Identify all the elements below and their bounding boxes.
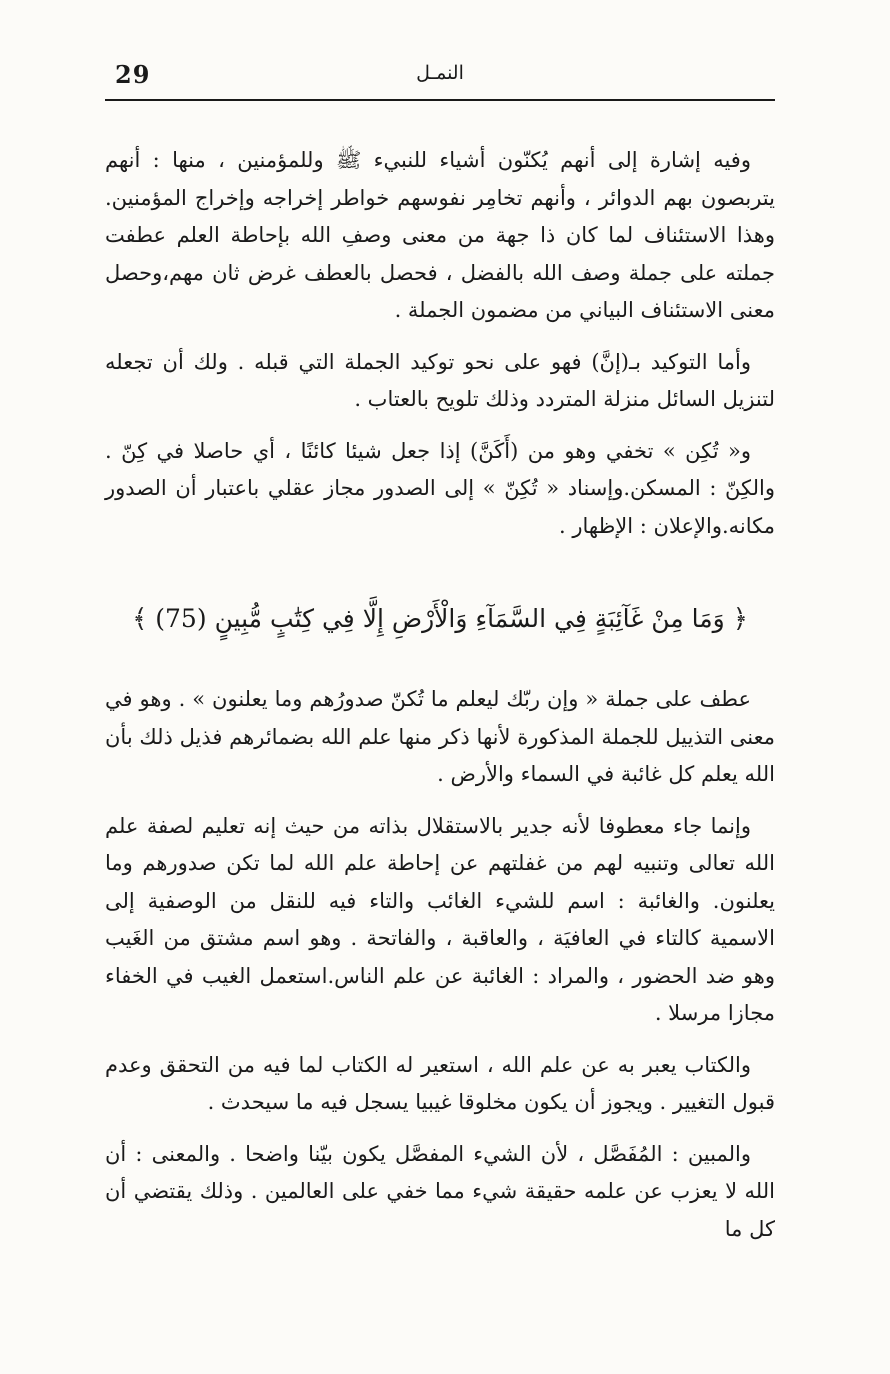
paragraph-4: عطف على جملة « وإن ربّك ليعلم ما تُكنّ صدورُهم وما يعلنون » . وهو في معنى التذييل للجملة المذكورة لأنها ذكر منها علم الله بضمائرهم فذيل ذلك بأن الله يعلم كل غائبة في السماء والأرض . <box>105 687 775 786</box>
paragraph-5: وإنما جاء معطوفا لأنه جدير بالاستقلال بذاته من حيث إنه تعليم لصفة علم الله تعالى وتنبيه لهم من غفلتهم عن إحاطة علم الله لما تكن صدورهم وما يعلنون. والغائبة : اسم للشيء الغائب والتاء فيه للنقل من الوصفية إلى الاسمية كالتاء في العافيَة ، والعاقبة ، والفاتحة . وهو اسم مشتق من الغَيب وهو ضد الحضور ، والمراد : الغائبة عن علم الناس.استعمل الغيب في الخفاء مجازا مرسلا . <box>105 813 775 1025</box>
verse-open-bracket: ﴿ <box>732 604 748 634</box>
paragraph-3: و« تُكِن » تخفي وهو من (أَكَنَّ) إذا جعل شيئا كائنًا ، أي حاصلا في كِنّ . والكِنّ : المسكن.وإسناد « تُكِنّ » إلى الصدور مجاز عقلي باعتبار أن الصدور مكانه.والإعلان : الإظهار . <box>105 438 775 538</box>
verse-close-bracket: ﴾ <box>132 604 148 634</box>
quran-verse <box>105 597 775 641</box>
paragraph-2: وأما التوكيد بـ(إنَّ) فهو على نحو توكيد الجملة التي قبله . ولك أن تجعله لتنزيل السائل منزلة المتردد وذلك تلويح بالعتاب . <box>105 349 775 411</box>
verse-number: (75) <box>155 604 207 633</box>
paragraph-7: والمبين : المُفَصَّل ، لأن الشيء المفصَّل يكون بيّنا واضحا . والمعنى : أن الله لا يعزب عن علمه حقيقة شيء مما خفي على العالمين . وذلك يقتضي أن كل ما <box>105 1141 775 1241</box>
header-rule <box>105 99 775 101</box>
page-number: 29 <box>115 60 151 89</box>
paragraph-6: والكتاب يعبر به عن علم الله ، استعير له الكتاب لما فيه من التحقق وعدم قبول التغيير . ويجوز أن يكون مخلوقا غيبيا يسجل فيه ما سيحدث . <box>105 1052 775 1114</box>
verse-text: وَمَا مِنْ غَآئِبَةٍ فِي السَّمَآءِ وَالْأَرْضِ إِلَّا فِي كِتَٰبٍ مُّبِينٍ <box>214 604 725 633</box>
page-header <box>105 58 775 98</box>
paragraph-1: وفيه إشارة إلى أنهم يُكنّون أشياء للنبيء ﷺ وللمؤمنين ، منها : أنهم يتربصون بهم الدوائر ، وأنهم تخامِر نفوسهم خواطر إخراجه وإخراج المؤمنين. وهذا الاستئناف لما كان ذا جهة من معنى وصفِ الله بإحاطة العلم عطفت جملته على جملة وصف الله بالفضل ، فحصل بالعطف غرض ثان مهم،وحصل معنى الاستئناف البياني من مضمون الجملة . <box>105 148 775 322</box>
body-text <box>105 142 775 1248</box>
running-title: النمـل <box>416 62 464 84</box>
